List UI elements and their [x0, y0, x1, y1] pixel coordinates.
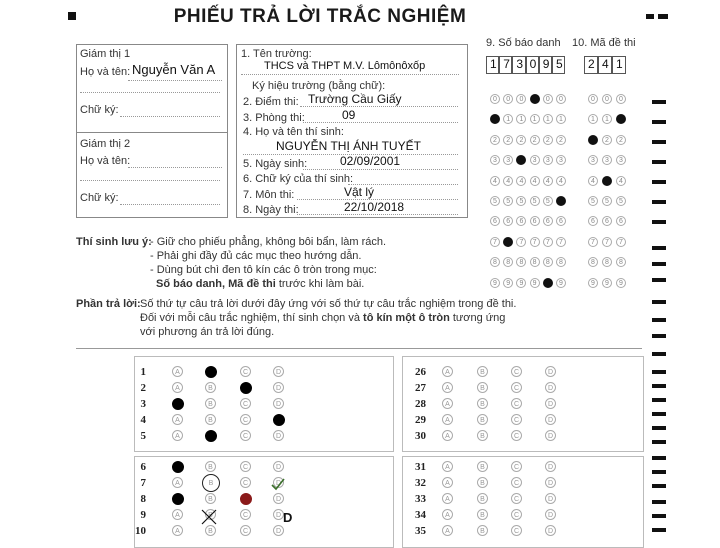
question-number: 1	[140, 366, 146, 378]
sbd-bubble[interactable]: 5	[503, 196, 513, 206]
exam-code-bubble[interactable]	[602, 176, 612, 186]
answer-bubble[interactable]: C	[511, 461, 522, 472]
notes-line-2: - Phải ghi đầy đủ các mục theo hướng dẫn.	[150, 250, 362, 262]
exam-code-bubble[interactable]: 6	[602, 216, 612, 226]
answer-bubble[interactable]: C	[511, 398, 522, 409]
question-number: 8	[140, 493, 146, 505]
subject-label: 7. Môn thi:	[243, 189, 295, 201]
exam-code-bubble[interactable]: 6	[588, 216, 598, 226]
answer-bubble[interactable]: B	[205, 414, 216, 425]
sbd-bubble[interactable]: 1	[556, 114, 566, 124]
timing-mark	[652, 160, 666, 164]
sbd-bubble[interactable]: 9	[556, 278, 566, 288]
question-number: 2	[140, 382, 146, 394]
sbd-bubble[interactable]: 2	[503, 135, 513, 145]
answer-bubble[interactable]	[273, 414, 285, 426]
answer-bubble[interactable]: C	[240, 509, 251, 520]
supervisor1-sign-label: Chữ ký:	[80, 104, 119, 116]
exam-code-bubble[interactable]: 0	[602, 94, 612, 104]
sbd-digit: 9	[542, 57, 550, 71]
room-label: 3. Phòng thi:	[243, 112, 305, 124]
answer-bubble[interactable]: B	[205, 382, 216, 393]
sbd-bubble[interactable]: 2	[530, 135, 540, 145]
exam-code-bubble[interactable]: 4	[588, 176, 598, 186]
answer-bubble[interactable]: B	[477, 430, 488, 441]
sbd-bubble[interactable]: 6	[503, 216, 513, 226]
answer-part-line-1: Số thứ tự câu trả lời dưới đây ứng với số thứ tự câu trắc nghiệm trong đề thi.	[140, 298, 517, 310]
question-number: 7	[140, 477, 146, 489]
sbd-bubble[interactable]: 0	[503, 94, 513, 104]
answer-bubble[interactable]: C	[240, 461, 251, 472]
timing-mark	[652, 200, 666, 204]
notes-heading: Thí sinh lưu ý:	[76, 236, 152, 248]
answer-bubble[interactable]: B	[205, 398, 216, 409]
question-number: 31	[415, 461, 426, 473]
sbd-bubble[interactable]: 5	[530, 196, 540, 206]
timing-mark	[652, 426, 666, 430]
exam-code-bubble[interactable]: 0	[616, 94, 626, 104]
sbd-digit: 1	[490, 57, 497, 71]
answer-bubble[interactable]: A	[442, 461, 453, 472]
sbd-bubble[interactable]: 8	[516, 257, 526, 267]
answer-bubble[interactable]: C	[511, 382, 522, 393]
exam-code-bubble[interactable]	[616, 114, 626, 124]
dob-value: 02/09/2001	[340, 154, 401, 168]
answer-bubble[interactable]: C	[511, 493, 522, 504]
answer-bubble[interactable]: B	[477, 509, 488, 520]
answer-bubble[interactable]: B	[477, 461, 488, 472]
answer-bubble[interactable]: A	[442, 509, 453, 520]
supervisor1-heading: Giám thị 1	[80, 48, 131, 60]
registration-mark-top-right-2	[658, 14, 668, 19]
sbd-bubble[interactable]: 2	[516, 135, 526, 145]
timing-mark	[652, 220, 666, 224]
answer-bubble[interactable]: A	[442, 366, 453, 377]
question-number: 29	[415, 414, 426, 426]
sbd-bubble[interactable]	[543, 278, 553, 288]
timing-mark	[652, 120, 666, 124]
handwritten-d: D	[283, 510, 293, 525]
school-value: THCS và THPT M.V. Lômônôxốp	[264, 60, 426, 72]
dotted-line	[120, 116, 220, 117]
exam-code-bubble[interactable]: 5	[602, 196, 612, 206]
section-divider	[76, 348, 642, 349]
exam-code-bubble[interactable]: 8	[602, 257, 612, 267]
exam-site-value: Trường Cầu Giấy	[308, 92, 402, 106]
question-number: 33	[415, 493, 426, 505]
cross-mark-icon	[200, 508, 218, 526]
answer-bubble[interactable]: C	[511, 430, 522, 441]
sbd-bubble[interactable]: 3	[530, 155, 540, 165]
answer-bubble[interactable]	[240, 382, 252, 394]
dotted-line	[80, 92, 220, 93]
dotted-line	[128, 80, 222, 81]
answer-bubble[interactable]: A	[442, 382, 453, 393]
sbd-bubble[interactable]: 3	[556, 155, 566, 165]
sbd-bubble[interactable]: 4	[543, 176, 553, 186]
sbd-bubble[interactable]: 4	[490, 176, 500, 186]
answer-part-line-2	[140, 312, 505, 324]
answer-bubble[interactable]	[172, 493, 184, 505]
answer-bubble[interactable]: B	[477, 414, 488, 425]
answer-bubble[interactable]: B	[477, 398, 488, 409]
timing-mark	[652, 140, 666, 144]
exam-code-bubble[interactable]: 9	[616, 278, 626, 288]
notes-line-4	[156, 278, 364, 290]
sbd-bubble[interactable]: 8	[556, 257, 566, 267]
sbd-bubble[interactable]: 2	[556, 135, 566, 145]
answer-bubble[interactable]: B	[477, 366, 488, 377]
sbd-bubble[interactable]: 1	[543, 114, 553, 124]
answer-part-heading: Phần trả lời:	[76, 298, 141, 310]
candidate-sign-label: 6. Chữ ký của thí sinh:	[243, 173, 354, 185]
supervisor2-heading: Giám thị 2	[80, 138, 131, 150]
answer-box-right-2	[402, 456, 644, 548]
exam-code-bubble[interactable]: 5	[616, 196, 626, 206]
answer-bubble[interactable]: B	[477, 493, 488, 504]
answer-bubble[interactable]: A	[172, 477, 183, 488]
sbd-digit: 0	[529, 57, 537, 71]
answer-bubble[interactable]: C	[240, 414, 251, 425]
sbd-bubble[interactable]: 8	[490, 257, 500, 267]
timing-mark	[652, 514, 666, 518]
sbd-bubble[interactable]	[556, 196, 566, 206]
sbd-bubble[interactable]: 9	[490, 278, 500, 288]
school-label: 1. Tên trường:	[241, 48, 312, 60]
exam-code-bubble[interactable]: 2	[616, 135, 626, 145]
sbd-bubble[interactable]: 4	[516, 176, 526, 186]
answer-bubble[interactable]: D	[545, 461, 556, 472]
answer-bubble[interactable]: D	[545, 382, 556, 393]
timing-mark	[652, 262, 666, 266]
answer-bubble[interactable]: C	[240, 430, 251, 441]
room-value: 09	[342, 108, 356, 122]
exam-code-label: 10. Mã đề thi	[572, 37, 636, 49]
answer-bubble[interactable]: D	[273, 477, 284, 488]
exam-code-bubble[interactable]: 2	[602, 135, 612, 145]
answer-bubble[interactable]: C	[511, 477, 522, 488]
answer-bubble[interactable]	[240, 493, 252, 505]
exam-code-bubble[interactable]: 5	[588, 196, 598, 206]
timing-mark	[652, 470, 666, 474]
dotted-line	[241, 74, 459, 75]
answer-bubble[interactable]: C	[511, 414, 522, 425]
sbd-bubble[interactable]: 8	[530, 257, 540, 267]
notes-line-3: - Dùng bút chì đen tô kín các ô tròn trong mục:	[150, 264, 377, 276]
sbd-bubble[interactable]: 9	[530, 278, 540, 288]
dob-label: 5. Ngày sinh:	[243, 158, 308, 170]
answer-bubble[interactable]: C	[511, 509, 522, 520]
exam-code-bubble[interactable]: 7	[588, 237, 598, 247]
dotted-line	[120, 204, 220, 205]
notes-line-4-rest: trước khi làm bài.	[275, 278, 365, 290]
dotted-line	[300, 106, 458, 107]
answer-bubble[interactable]: D	[545, 398, 556, 409]
sbd-bubble[interactable]: 7	[543, 237, 553, 247]
answer-bubble[interactable]: B	[477, 477, 488, 488]
exam-date-value: 22/10/2018	[344, 200, 405, 214]
question-number: 9	[140, 509, 146, 521]
sbd-bubble[interactable]: 7	[490, 237, 500, 247]
sbd-bubble[interactable]: 0	[556, 94, 566, 104]
sbd-bubble[interactable]: 7	[556, 237, 566, 247]
timing-mark	[652, 352, 666, 356]
exam-code-bubble[interactable]: 6	[616, 216, 626, 226]
sbd-bubble[interactable]: 5	[490, 196, 500, 206]
answer-bubble[interactable]: D	[545, 477, 556, 488]
question-number: 35	[415, 525, 426, 537]
exam-code-bubble[interactable]: 4	[616, 176, 626, 186]
sbd-bubble[interactable]: 0	[543, 94, 553, 104]
answer-bubble[interactable]: A	[172, 366, 183, 377]
sbd-digit: 3	[516, 57, 524, 71]
sbd-label: 9. Số báo danh	[486, 37, 561, 49]
answer-part-line-2b: tương ứng	[449, 312, 506, 324]
question-number: 4	[140, 414, 146, 426]
sbd-bubble[interactable]: 4	[503, 176, 513, 186]
timing-mark	[652, 456, 666, 460]
supervisor1-name-value: Nguyễn Văn A	[132, 62, 216, 77]
answer-bubble[interactable]	[205, 366, 217, 378]
exam-code-bubble[interactable]: 9	[588, 278, 598, 288]
answer-bubble[interactable]: A	[442, 430, 453, 441]
exam-code-bubble[interactable]: 3	[602, 155, 612, 165]
answer-bubble[interactable]: B	[477, 382, 488, 393]
sbd-bubble[interactable]	[490, 114, 500, 124]
question-number: 10	[135, 525, 146, 537]
exam-code-digit: 2	[588, 57, 595, 71]
answer-bubble[interactable]: D	[273, 366, 284, 377]
answer-part-line-2-bold: tô kín một ô tròn	[363, 312, 450, 324]
answer-bubble[interactable]: D	[273, 525, 284, 536]
exam-code-digit: 4	[602, 57, 609, 71]
answer-bubble[interactable]: A	[442, 414, 453, 425]
sbd-bubble[interactable]: 1	[530, 114, 540, 124]
sbd-bubble[interactable]: 4	[556, 176, 566, 186]
sbd-bubble[interactable]: 9	[503, 278, 513, 288]
timing-mark	[652, 180, 666, 184]
sbd-bubble[interactable]: 4	[530, 176, 540, 186]
answer-bubble[interactable]: C	[240, 525, 251, 536]
answer-bubble[interactable]: A	[442, 525, 453, 536]
sbd-digit: 7	[503, 57, 510, 71]
answer-bubble[interactable]: D	[545, 366, 556, 377]
answer-bubble[interactable]: A	[442, 493, 453, 504]
answer-bubble[interactable]: C	[240, 477, 251, 488]
sbd-bubble[interactable]: 3	[543, 155, 553, 165]
answer-box-right-1	[402, 356, 644, 452]
sbd-bubble[interactable]: 8	[503, 257, 513, 267]
sbd-bubble[interactable]: 3	[503, 155, 513, 165]
sbd-bubble[interactable]: 1	[516, 114, 526, 124]
sbd-digit: 5	[556, 57, 563, 71]
question-number: 26	[415, 366, 426, 378]
notes-line-1: - Giữ cho phiếu phẳng, không bôi bẩn, làm rách.	[150, 236, 387, 248]
supervisor2-sign-label: Chữ ký:	[80, 192, 119, 204]
answer-bubble[interactable]: D	[545, 493, 556, 504]
sbd-bubble[interactable]	[503, 237, 513, 247]
answer-bubble[interactable]: D	[545, 509, 556, 520]
question-number: 28	[415, 398, 426, 410]
sbd-bubble[interactable]: 6	[490, 216, 500, 226]
exam-code-bubble[interactable]: 8	[616, 257, 626, 267]
check-mark-icon	[270, 477, 286, 491]
exam-site-label: 2. Điểm thi:	[243, 96, 299, 108]
answer-bubble[interactable]: A	[172, 430, 183, 441]
answer-bubble[interactable]: C	[511, 525, 522, 536]
question-number: 32	[415, 477, 426, 489]
exam-code-bubble[interactable]: 3	[616, 155, 626, 165]
sbd-bubble[interactable]	[530, 94, 540, 104]
supervisor2-name-label: Họ và tên:	[80, 155, 131, 167]
timing-mark	[652, 278, 666, 282]
candidate-value: NGUYỄN THỊ ÁNH TUYẾT	[276, 139, 421, 153]
answer-bubble[interactable]: A	[442, 477, 453, 488]
sbd-bubble[interactable]: 7	[530, 237, 540, 247]
dotted-line	[303, 122, 458, 123]
exam-code-digit: 1	[616, 57, 623, 71]
timing-mark	[652, 300, 666, 304]
sbd-bubble[interactable]: 1	[503, 114, 513, 124]
answer-bubble[interactable]	[205, 430, 217, 442]
subject-value: Vật lý	[344, 185, 375, 199]
answer-bubble[interactable]	[172, 398, 184, 410]
timing-mark	[652, 500, 666, 504]
question-number: 30	[415, 430, 426, 442]
answer-bubble[interactable]: D	[273, 382, 284, 393]
notes-line-4-bold: Số báo danh, Mã đề thi	[156, 278, 276, 290]
question-number: 34	[415, 509, 426, 521]
exam-code-bubble[interactable]: 3	[588, 155, 598, 165]
answer-bubble[interactable]: B	[477, 525, 488, 536]
supervisor1-name-label: Họ và tên:	[80, 66, 131, 78]
timing-mark	[652, 246, 666, 250]
sbd-bubble[interactable]: 3	[490, 155, 500, 165]
question-number: 6	[140, 461, 146, 473]
answer-bubble[interactable]: D	[545, 414, 556, 425]
exam-code-bubble[interactable]	[588, 135, 598, 145]
exam-code-bubble[interactable]: 1	[588, 114, 598, 124]
timing-mark	[652, 440, 666, 444]
sbd-bubble[interactable]: 6	[516, 216, 526, 226]
timing-mark	[652, 334, 666, 338]
dotted-line	[128, 167, 222, 168]
sbd-bubble[interactable]: 0	[516, 94, 526, 104]
answer-part-line-3: với phương án trả lời đúng.	[140, 326, 275, 338]
answer-bubble[interactable]: D	[545, 430, 556, 441]
candidate-label: 4. Họ và tên thí sinh:	[243, 126, 344, 138]
supervisor-divider	[76, 132, 227, 133]
answer-bubble[interactable]: B	[202, 474, 220, 492]
timing-mark	[652, 528, 666, 532]
dotted-line	[80, 180, 220, 181]
sbd-bubble[interactable]: 8	[543, 257, 553, 267]
answer-bubble[interactable]: D	[273, 509, 284, 520]
sbd-bubble[interactable]: 9	[516, 278, 526, 288]
answer-bubble[interactable]: A	[172, 509, 183, 520]
answer-bubble[interactable]: D	[545, 525, 556, 536]
dotted-line	[303, 169, 458, 170]
answer-bubble[interactable]	[172, 461, 184, 473]
question-number: 3	[140, 398, 146, 410]
answer-bubble[interactable]: A	[172, 525, 183, 536]
answer-bubble[interactable]: A	[172, 382, 183, 393]
timing-mark	[652, 384, 666, 388]
sbd-bubble[interactable]: 6	[556, 216, 566, 226]
sbd-bubble[interactable]	[516, 155, 526, 165]
timing-mark	[652, 484, 666, 488]
timing-mark	[652, 412, 666, 416]
form-title: PHIẾU TRẢ LỜI TRẮC NGHIỆM	[173, 6, 467, 27]
answer-bubble[interactable]: A	[442, 398, 453, 409]
question-number: 27	[415, 382, 426, 394]
exam-code-bubble[interactable]: 0	[588, 94, 598, 104]
answer-bubble[interactable]: B	[205, 461, 216, 472]
question-number: 5	[140, 430, 146, 442]
timing-mark	[652, 398, 666, 402]
answer-bubble[interactable]: D	[273, 430, 284, 441]
answer-bubble[interactable]: D	[273, 461, 284, 472]
timing-mark	[652, 318, 666, 322]
exam-code-bubble[interactable]: 1	[602, 114, 612, 124]
sbd-bubble[interactable]: 2	[543, 135, 553, 145]
exam-code-bubble[interactable]: 7	[616, 237, 626, 247]
timing-mark	[652, 100, 666, 104]
answer-bubble[interactable]: D	[273, 398, 284, 409]
registration-mark-top-right-1	[646, 14, 654, 19]
answer-bubble[interactable]: C	[240, 366, 251, 377]
sbd-bubble[interactable]: 7	[516, 237, 526, 247]
exam-date-label: 8. Ngày thi:	[243, 204, 299, 216]
sbd-bubble[interactable]: 6	[530, 216, 540, 226]
answer-bubble[interactable]: A	[172, 414, 183, 425]
exam-code-bubble[interactable]: 9	[602, 278, 612, 288]
answer-bubble[interactable]: D	[273, 493, 284, 504]
answer-bubble[interactable]: B	[205, 493, 216, 504]
dotted-line	[297, 214, 458, 215]
exam-code-bubble[interactable]: 7	[602, 237, 612, 247]
sbd-bubble[interactable]: 0	[490, 94, 500, 104]
timing-mark	[652, 370, 666, 374]
sbd-bubble[interactable]: 2	[490, 135, 500, 145]
answer-bubble[interactable]: B	[205, 509, 216, 520]
sbd-bubble[interactable]: 5	[516, 196, 526, 206]
sbd-bubble[interactable]: 5	[543, 196, 553, 206]
answer-bubble[interactable]: C	[511, 366, 522, 377]
sbd-bubble[interactable]: 6	[543, 216, 553, 226]
answer-bubble[interactable]: C	[240, 398, 251, 409]
exam-code-bubble[interactable]: 8	[588, 257, 598, 267]
answer-bubble[interactable]: B	[205, 525, 216, 536]
symbol-label: Ký hiệu trường (bằng chữ):	[252, 80, 386, 92]
answer-part-line-2a: Đối với mỗi câu trắc nghiệm, thí sinh chọn và	[140, 312, 364, 324]
